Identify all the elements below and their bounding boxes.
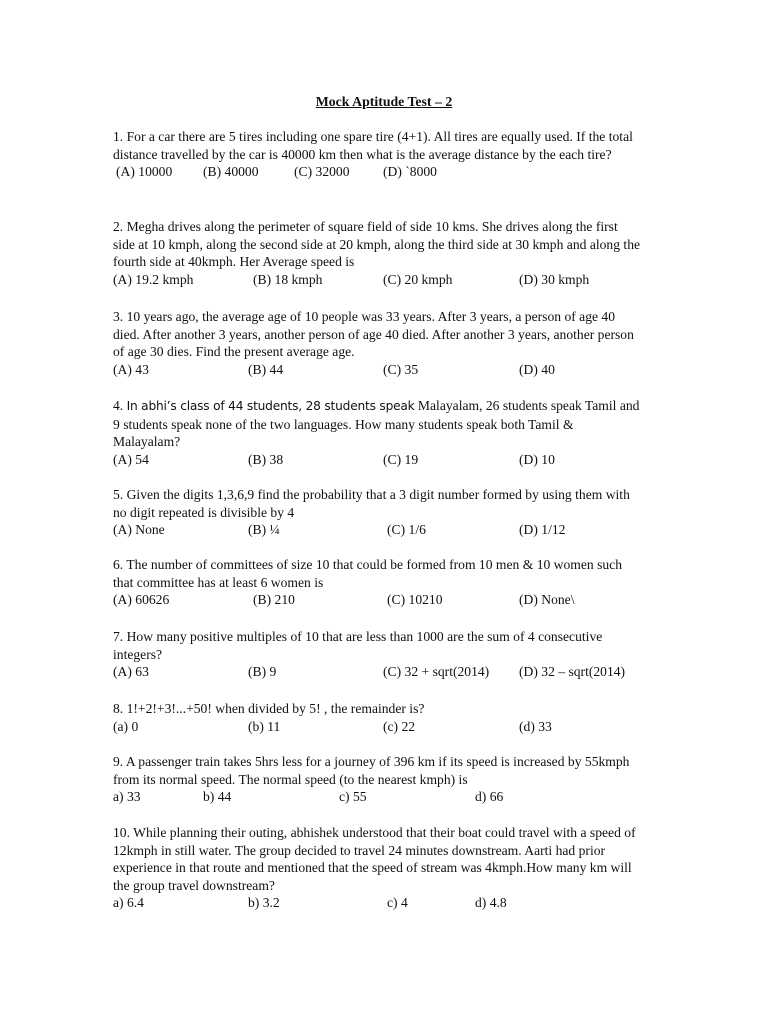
option-d: (D) 30 kmph (519, 271, 590, 287)
option-b: b) 44 (203, 789, 232, 805)
question-text: 9. A passenger train takes 5hrs less for a journey of 396 km if its speed is increased by 55kmph from its normal speed. The normal speed (to the nearest kmph) is (113, 754, 630, 787)
question-text: 5. Given the digits 1,3,6,9 find the probability that a 3 digit number formed by using them with no digit repeated is divisible by 4 (113, 487, 630, 520)
question-text-segment: In abhi’s class of 44 students, 28 students speak (126, 399, 415, 413)
option-c: c) 55 (339, 789, 367, 805)
options-row (113, 788, 643, 806)
option-b: (B) ¼ (248, 522, 280, 538)
question-2 (113, 218, 643, 289)
option-d: (D) `8000 (383, 164, 437, 180)
option-c: (C) 32000 (294, 164, 350, 180)
options-row (113, 163, 643, 181)
question-10 (113, 824, 643, 912)
question-6 (113, 556, 643, 609)
question-text: 1. For a car there are 5 tires including one spare tire (4+1). All tires are equally used. If the total distance travelled by the car is 40000 km then what is the average distance by the each tire? (113, 129, 633, 162)
page-title: Mock Aptitude Test – 2 (315, 94, 453, 109)
question-3 (113, 308, 643, 379)
option-a: (A) 60626 (113, 592, 170, 608)
option-b: (B) 40000 (203, 164, 259, 180)
option-a: (A) None (113, 522, 165, 538)
option-d: (d) 33 (519, 718, 552, 734)
question-text: 3. 10 years ago, the average age of 10 people was 33 years. After 3 years, a person of age 40 died. After another 3 years, another person of age 40 died. After another 3 years, another person of age 30 dies. Find the present average age. (113, 309, 634, 360)
option-b: (B) 44 (248, 361, 284, 377)
option-c: (C) 1/6 (387, 522, 426, 538)
option-d: (D) 32 – sqrt(2014) (519, 664, 626, 680)
question-9 (113, 753, 643, 806)
option-a: a) 6.4 (113, 895, 144, 911)
question-text: 2. Megha drives along the perimeter of square field of side 10 kms. She drives along the first side at 10 kmph, along the second side at 20 kmph, along the third side at 30 kmph and along the fourth side at 40kmph. Her Average speed is (113, 219, 641, 270)
option-d: (D) None\ (519, 592, 575, 608)
option-d: d) 66 (475, 789, 504, 805)
question-text-segment: Malayalam, 26 students speak Tamil and 9 students speak none of the two languages. How many students speak both Tamil & Malayalam? (113, 398, 640, 450)
option-d: (D) 40 (519, 361, 555, 377)
question-5 (113, 486, 643, 539)
option-d: d) 4.8 (475, 895, 507, 911)
option-a: (A) 43 (113, 361, 149, 377)
options-row (113, 718, 643, 736)
option-b: (B) 38 (248, 451, 284, 467)
option-b: b) 3.2 (248, 895, 280, 911)
option-a: (A) 19.2 kmph (113, 271, 194, 287)
options-row (113, 361, 643, 379)
question-text: 6. The number of committees of size 10 that could be formed from 10 men & 10 women such that committee has at least 6 women is (113, 557, 623, 590)
options-row (113, 271, 643, 289)
option-c: (c) 22 (383, 718, 416, 734)
option-a: (A) 54 (113, 451, 149, 467)
option-b: (B) 9 (248, 664, 277, 680)
option-d: (D) 1/12 (519, 522, 566, 538)
option-c: (C) 19 (383, 451, 419, 467)
option-c: (C) 20 kmph (383, 271, 453, 287)
options-row (113, 663, 643, 681)
question-1 (113, 128, 643, 181)
question-text: 8. 1!+2!+3!...+50! when divided by 5! , the remainder is? (113, 701, 425, 716)
option-b: (B) 210 (253, 592, 295, 608)
option-d: (D) 10 (519, 451, 555, 467)
question-4 (113, 397, 643, 469)
options-row (113, 894, 643, 912)
option-c: (C) 32 + sqrt(2014) (383, 664, 490, 680)
option-c: (C) 10210 (387, 592, 443, 608)
option-b: (B) 18 kmph (253, 271, 323, 287)
question-text: 10. While planning their outing, abhishek understood that their boat could travel with a speed of 12kmph in still water. The group decided to travel 24 minutes downstream. Aarti had prior experience in that route and mentioned that the speed of stream was 4kmph.How many km will the group travel downstream? (113, 825, 636, 893)
option-a: (A) 10000 (116, 164, 173, 180)
question-number: 4. (113, 398, 127, 413)
question-text (113, 397, 643, 451)
question-8 (113, 700, 643, 736)
option-a: (A) 63 (113, 664, 149, 680)
option-b: (b) 11 (248, 718, 281, 734)
question-7 (113, 628, 643, 681)
option-c: c) 4 (387, 895, 408, 911)
options-row (113, 591, 643, 609)
option-c: (C) 35 (383, 361, 419, 377)
options-row (113, 521, 643, 539)
option-a: (a) 0 (113, 718, 139, 734)
question-text: 7. How many positive multiples of 10 that are less than 1000 are the sum of 4 consecutive integers? (113, 629, 603, 662)
options-row (113, 451, 643, 469)
option-a: a) 33 (113, 789, 141, 805)
